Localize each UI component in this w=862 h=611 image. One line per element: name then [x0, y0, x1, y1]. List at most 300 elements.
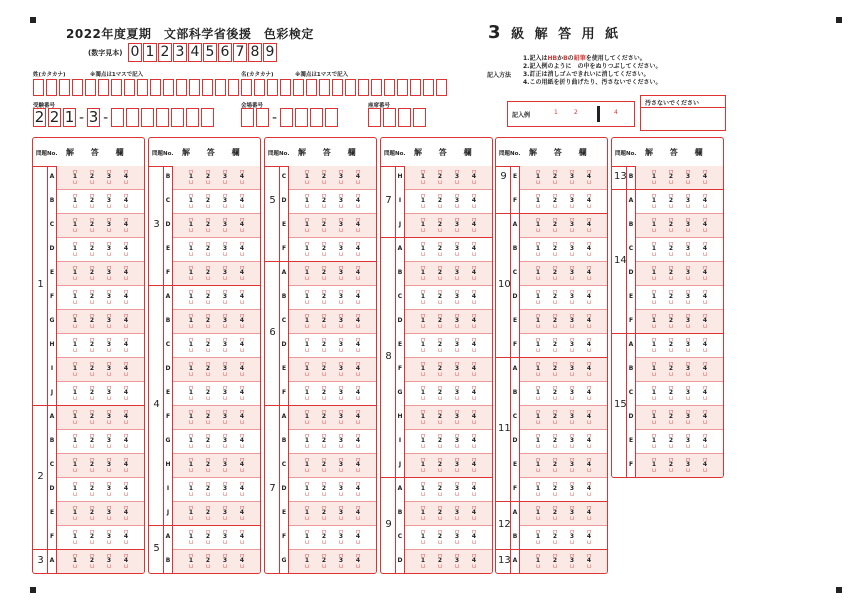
answer-row[interactable] — [149, 502, 260, 526]
choice-cell[interactable] — [405, 334, 492, 358]
choice-bubble[interactable]: ┌┐ 1 └┘ — [71, 192, 79, 211]
choice-bubble[interactable]: ┌┐ 2 └┘ — [551, 384, 559, 403]
choice-bubble[interactable]: ┌┐ 4 └┘ — [238, 216, 246, 235]
choice-bubble[interactable]: ┌┐ 4 └┘ — [238, 552, 246, 571]
digit-box[interactable] — [398, 108, 411, 127]
choice-bubble[interactable]: ┌┐ 2 └┘ — [88, 312, 96, 331]
choice-bubble[interactable]: ┌┐ 3 └┘ — [453, 360, 461, 379]
char-box[interactable] — [124, 79, 135, 96]
choice-bubble[interactable]: ┌┐ 3 └┘ — [684, 432, 692, 451]
choice-cell[interactable] — [173, 526, 260, 550]
choice-bubble[interactable]: ┌┐ 1 └┘ — [534, 168, 542, 187]
choice-bubble[interactable]: ┌┐ 3 └┘ — [568, 336, 576, 355]
choice-cell[interactable] — [57, 502, 144, 526]
choice-bubble[interactable]: ┌┐ 3 └┘ — [337, 336, 345, 355]
choice-bubble[interactable]: ┌┐ 3 └┘ — [684, 408, 692, 427]
choice-bubble[interactable]: ┌┐ 1 └┘ — [534, 216, 542, 235]
char-box[interactable] — [280, 79, 291, 96]
choice-bubble[interactable]: ┌┐ 2 └┘ — [320, 504, 328, 523]
choice-bubble[interactable]: ┌┐ 4 └┘ — [238, 456, 246, 475]
char-box[interactable] — [423, 79, 434, 96]
choice-cell[interactable] — [289, 262, 376, 286]
choice-cell[interactable] — [636, 358, 723, 382]
choice-bubble[interactable]: ┌┐ 2 └┘ — [204, 480, 212, 499]
choice-bubble[interactable]: ┌┐ 3 └┘ — [453, 528, 461, 547]
choice-bubble[interactable]: ┌┐ 2 └┘ — [320, 528, 328, 547]
answer-row[interactable] — [265, 406, 376, 430]
choice-bubble[interactable]: ┌┐ 3 └┘ — [337, 456, 345, 475]
answer-row[interactable] — [612, 214, 723, 238]
choice-cell[interactable] — [57, 550, 144, 574]
choice-bubble[interactable]: ┌┐ 1 └┘ — [534, 432, 542, 451]
choice-bubble[interactable]: ┌┐ 2 └┘ — [436, 168, 444, 187]
answer-row[interactable] — [612, 406, 723, 430]
choice-bubble[interactable]: ┌┐ 1 └┘ — [187, 384, 195, 403]
choice-bubble[interactable]: ┌┐ 2 └┘ — [667, 384, 675, 403]
choice-cell[interactable] — [173, 478, 260, 502]
choice-bubble[interactable]: ┌┐ 4 └┘ — [354, 336, 362, 355]
choice-bubble[interactable]: ┌┐ 4 └┘ — [354, 360, 362, 379]
choice-bubble[interactable]: ┌┐ 2 └┘ — [436, 240, 444, 259]
choice-cell[interactable] — [57, 214, 144, 238]
choice-bubble[interactable]: ┌┐ 2 └┘ — [667, 456, 675, 475]
choice-bubble[interactable]: ┌┐ 4 └┘ — [122, 480, 130, 499]
choice-bubble[interactable]: ┌┐ 2 └┘ — [88, 432, 96, 451]
choice-bubble[interactable]: ┌┐ 4 └┘ — [354, 264, 362, 283]
choice-cell[interactable] — [173, 190, 260, 214]
choice-bubble[interactable]: ┌┐ 4 └┘ — [122, 528, 130, 547]
choice-bubble[interactable]: ┌┐ 4 └┘ — [470, 552, 478, 571]
choice-bubble[interactable]: ┌┐ 4 └┘ — [122, 288, 130, 307]
answer-row[interactable] — [33, 550, 144, 574]
choice-cell[interactable] — [636, 382, 723, 406]
choice-bubble[interactable]: ┌┐ 2 └┘ — [436, 192, 444, 211]
answer-row[interactable] — [265, 526, 376, 550]
choice-bubble[interactable]: ┌┐ 3 └┘ — [453, 240, 461, 259]
answer-row[interactable] — [381, 166, 492, 190]
choice-bubble[interactable]: ┌┐ 3 └┘ — [221, 432, 229, 451]
choice-bubble[interactable]: ┌┐ 4 └┘ — [470, 456, 478, 475]
answer-row[interactable] — [265, 478, 376, 502]
choice-bubble[interactable]: ┌┐ 1 └┘ — [187, 456, 195, 475]
choice-cell[interactable] — [289, 382, 376, 406]
choice-cell[interactable] — [405, 406, 492, 430]
choice-bubble[interactable]: ┌┐ 3 └┘ — [568, 240, 576, 259]
choice-bubble[interactable]: ┌┐ 3 └┘ — [221, 264, 229, 283]
choice-bubble[interactable]: ┌┐ 1 └┘ — [303, 192, 311, 211]
digit-box[interactable] — [241, 108, 254, 127]
choice-bubble[interactable]: ┌┐ 1 └┘ — [71, 432, 79, 451]
choice-cell[interactable] — [57, 526, 144, 550]
choice-cell[interactable] — [405, 502, 492, 526]
choice-bubble[interactable]: ┌┐ 4 └┘ — [354, 240, 362, 259]
choice-bubble[interactable]: ┌┐ 4 └┘ — [701, 216, 709, 235]
choice-bubble[interactable]: ┌┐ 2 └┘ — [551, 552, 559, 571]
digit-box[interactable] — [171, 108, 184, 127]
answer-row[interactable] — [496, 406, 607, 430]
choice-bubble[interactable]: ┌┐ 3 └┘ — [453, 432, 461, 451]
choice-bubble[interactable]: ┌┐ 3 └┘ — [684, 360, 692, 379]
choice-cell[interactable] — [57, 190, 144, 214]
choice-cell[interactable] — [405, 310, 492, 334]
char-box[interactable] — [111, 79, 122, 96]
choice-bubble[interactable]: ┌┐ 2 └┘ — [551, 480, 559, 499]
choice-bubble[interactable]: ┌┐ 3 └┘ — [337, 408, 345, 427]
choice-bubble[interactable]: ┌┐ 2 └┘ — [667, 192, 675, 211]
choice-bubble[interactable]: ┌┐ 4 └┘ — [122, 432, 130, 451]
choice-bubble[interactable]: ┌┐ 3 └┘ — [568, 480, 576, 499]
choice-bubble[interactable]: ┌┐ 3 └┘ — [105, 312, 113, 331]
choice-bubble[interactable]: ┌┐ 4 └┘ — [470, 384, 478, 403]
choice-bubble[interactable]: ┌┐ 2 └┘ — [551, 456, 559, 475]
choice-bubble[interactable]: ┌┐ 4 └┘ — [470, 216, 478, 235]
choice-bubble[interactable]: ┌┐ 2 └┘ — [88, 408, 96, 427]
char-box[interactable] — [98, 79, 109, 96]
choice-bubble[interactable]: ┌┐ 2 └┘ — [204, 264, 212, 283]
choice-cell[interactable] — [289, 406, 376, 430]
choice-cell[interactable] — [289, 238, 376, 262]
choice-bubble[interactable]: ┌┐ 4 └┘ — [701, 384, 709, 403]
choice-bubble[interactable]: ┌┐ 1 └┘ — [71, 336, 79, 355]
choice-bubble[interactable]: ┌┐ 2 └┘ — [320, 192, 328, 211]
choice-bubble[interactable]: ┌┐ 4 └┘ — [585, 384, 593, 403]
digit-box[interactable]: 3 — [88, 108, 99, 126]
choice-bubble[interactable]: ┌┐ 4 └┘ — [238, 360, 246, 379]
choice-bubble[interactable]: ┌┐ 1 └┘ — [187, 552, 195, 571]
choice-bubble[interactable]: ┌┐ 3 └┘ — [221, 240, 229, 259]
choice-bubble[interactable]: ┌┐ 2 └┘ — [204, 552, 212, 571]
choice-cell[interactable] — [520, 430, 607, 454]
choice-bubble[interactable]: ┌┐ 2 └┘ — [204, 288, 212, 307]
choice-bubble[interactable]: ┌┐ 2 └┘ — [204, 192, 212, 211]
choice-bubble[interactable]: ┌┐ 1 └┘ — [650, 288, 658, 307]
choice-bubble[interactable]: ┌┐ 2 └┘ — [320, 264, 328, 283]
choice-cell[interactable] — [520, 310, 607, 334]
char-box[interactable] — [358, 79, 369, 96]
choice-cell[interactable] — [57, 478, 144, 502]
answer-row[interactable] — [149, 310, 260, 334]
choice-bubble[interactable]: ┌┐ 3 └┘ — [337, 360, 345, 379]
char-box[interactable] — [72, 79, 83, 96]
choice-bubble[interactable]: ┌┐ 1 └┘ — [71, 216, 79, 235]
choice-bubble[interactable]: ┌┐ 4 └┘ — [238, 480, 246, 499]
choice-bubble[interactable]: ┌┐ 4 └┘ — [585, 552, 593, 571]
choice-bubble[interactable]: ┌┐ 3 └┘ — [105, 360, 113, 379]
choice-bubble[interactable]: ┌┐ 1 └┘ — [419, 552, 427, 571]
choice-cell[interactable] — [173, 502, 260, 526]
digit-box[interactable] — [295, 108, 308, 127]
answer-row[interactable] — [33, 238, 144, 262]
choice-bubble[interactable]: ┌┐ 4 └┘ — [354, 216, 362, 235]
answer-row[interactable] — [265, 334, 376, 358]
char-box[interactable] — [85, 79, 96, 96]
choice-bubble[interactable]: ┌┐ 1 └┘ — [534, 192, 542, 211]
char-box[interactable] — [345, 79, 356, 96]
choice-cell[interactable] — [57, 430, 144, 454]
choice-bubble[interactable]: ┌┐ 2 └┘ — [667, 432, 675, 451]
choice-cell[interactable] — [57, 310, 144, 334]
answer-row[interactable] — [265, 358, 376, 382]
choice-bubble[interactable]: ┌┐ 1 └┘ — [650, 168, 658, 187]
choice-bubble[interactable]: ┌┐ 3 └┘ — [221, 384, 229, 403]
choice-bubble[interactable]: ┌┐ 1 └┘ — [303, 216, 311, 235]
choice-cell[interactable] — [289, 214, 376, 238]
choice-bubble[interactable]: ┌┐ 1 └┘ — [303, 312, 311, 331]
choice-bubble[interactable]: ┌┐ 1 └┘ — [71, 360, 79, 379]
choice-cell[interactable] — [636, 166, 723, 190]
choice-bubble[interactable]: ┌┐ 2 └┘ — [320, 336, 328, 355]
answer-row[interactable] — [149, 166, 260, 190]
choice-bubble[interactable]: ┌┐ 1 └┘ — [650, 360, 658, 379]
choice-bubble[interactable]: ┌┐ 2 └┘ — [320, 456, 328, 475]
choice-bubble[interactable]: ┌┐ 2 └┘ — [320, 384, 328, 403]
digit-box[interactable] — [111, 108, 124, 127]
choice-bubble[interactable]: ┌┐ 3 └┘ — [568, 432, 576, 451]
choice-bubble[interactable]: ┌┐ 1 └┘ — [534, 408, 542, 427]
choice-bubble[interactable]: ┌┐ 4 └┘ — [122, 264, 130, 283]
choice-bubble[interactable]: ┌┐ 2 └┘ — [551, 288, 559, 307]
choice-cell[interactable] — [173, 550, 260, 574]
answer-row[interactable] — [149, 238, 260, 262]
answer-row[interactable] — [496, 190, 607, 214]
answer-row[interactable] — [33, 334, 144, 358]
answer-row[interactable] — [265, 166, 376, 190]
choice-bubble[interactable]: ┌┐ 2 └┘ — [667, 264, 675, 283]
choice-bubble[interactable]: ┌┐ 3 └┘ — [684, 312, 692, 331]
choice-bubble[interactable]: ┌┐ 3 └┘ — [568, 360, 576, 379]
choice-bubble[interactable]: ┌┐ 2 └┘ — [320, 360, 328, 379]
choice-bubble[interactable]: ┌┐ 1 └┘ — [187, 168, 195, 187]
digit-box[interactable] — [256, 108, 269, 127]
choice-bubble[interactable]: ┌┐ 3 └┘ — [221, 456, 229, 475]
choice-bubble[interactable]: ┌┐ 1 └┘ — [71, 384, 79, 403]
char-box[interactable] — [176, 79, 187, 96]
choice-bubble[interactable]: ┌┐ 4 └┘ — [122, 504, 130, 523]
choice-bubble[interactable]: ┌┐ 4 └┘ — [238, 288, 246, 307]
choice-cell[interactable] — [173, 454, 260, 478]
char-box[interactable] — [228, 79, 239, 96]
choice-bubble[interactable]: ┌┐ 1 └┘ — [534, 240, 542, 259]
answer-row[interactable] — [265, 214, 376, 238]
answer-row[interactable] — [381, 478, 492, 502]
choice-bubble[interactable]: ┌┐ 1 └┘ — [419, 432, 427, 451]
choice-bubble[interactable]: ┌┐ 3 └┘ — [453, 408, 461, 427]
choice-bubble[interactable]: ┌┐ 3 └┘ — [337, 528, 345, 547]
choice-bubble[interactable]: ┌┐ 4 └┘ — [354, 312, 362, 331]
choice-bubble[interactable]: ┌┐ 4 └┘ — [238, 312, 246, 331]
answer-row[interactable] — [149, 358, 260, 382]
choice-bubble[interactable]: ┌┐ 2 └┘ — [88, 384, 96, 403]
choice-cell[interactable] — [520, 166, 607, 190]
digit-box[interactable] — [156, 108, 169, 127]
exam-number-field[interactable] — [33, 108, 214, 127]
choice-bubble[interactable]: ┌┐ 1 └┘ — [534, 384, 542, 403]
choice-bubble[interactable]: ┌┐ 3 └┘ — [684, 192, 692, 211]
choice-cell[interactable] — [173, 214, 260, 238]
choice-bubble[interactable]: ┌┐ 3 └┘ — [105, 240, 113, 259]
choice-cell[interactable] — [289, 550, 376, 574]
choice-bubble[interactable]: ┌┐ 1 └┘ — [71, 504, 79, 523]
choice-cell[interactable] — [57, 262, 144, 286]
choice-bubble[interactable]: ┌┐ 4 └┘ — [122, 216, 130, 235]
answer-row[interactable] — [265, 190, 376, 214]
choice-bubble[interactable]: ┌┐ 4 └┘ — [585, 216, 593, 235]
choice-cell[interactable] — [289, 526, 376, 550]
choice-bubble[interactable]: ┌┐ 4 └┘ — [238, 408, 246, 427]
choice-cell[interactable] — [520, 550, 607, 574]
choice-bubble[interactable]: ┌┐ 3 └┘ — [568, 384, 576, 403]
choice-bubble[interactable]: ┌┐ 1 └┘ — [419, 456, 427, 475]
char-box[interactable] — [397, 79, 408, 96]
answer-row[interactable] — [496, 502, 607, 526]
choice-bubble[interactable]: ┌┐ 1 └┘ — [303, 240, 311, 259]
choice-cell[interactable] — [173, 382, 260, 406]
choice-bubble[interactable]: ┌┐ 3 └┘ — [221, 168, 229, 187]
choice-bubble[interactable]: ┌┐ 3 └┘ — [105, 384, 113, 403]
choice-bubble[interactable]: ┌┐ 3 └┘ — [221, 408, 229, 427]
choice-cell[interactable] — [405, 262, 492, 286]
char-box[interactable] — [293, 79, 304, 96]
choice-bubble[interactable]: ┌┐ 4 └┘ — [585, 504, 593, 523]
choice-bubble[interactable]: ┌┐ 4 └┘ — [122, 456, 130, 475]
answer-row[interactable] — [612, 334, 723, 358]
answer-row[interactable] — [33, 214, 144, 238]
choice-bubble[interactable]: ┌┐ 2 └┘ — [88, 264, 96, 283]
char-box[interactable] — [137, 79, 148, 96]
choice-bubble[interactable]: ┌┐ 1 └┘ — [303, 528, 311, 547]
char-box[interactable] — [189, 79, 200, 96]
char-box[interactable] — [33, 79, 44, 96]
digit-box[interactable] — [201, 108, 214, 127]
choice-bubble[interactable]: ┌┐ 4 └┘ — [354, 528, 362, 547]
choice-bubble[interactable]: ┌┐ 4 └┘ — [585, 360, 593, 379]
choice-bubble[interactable]: ┌┐ 1 └┘ — [419, 288, 427, 307]
answer-row[interactable] — [149, 190, 260, 214]
choice-cell[interactable] — [636, 310, 723, 334]
answer-row[interactable] — [612, 262, 723, 286]
answer-row[interactable] — [612, 430, 723, 454]
choice-bubble[interactable]: ┌┐ 4 └┘ — [470, 480, 478, 499]
answer-row[interactable] — [33, 478, 144, 502]
surname-field[interactable] — [33, 79, 239, 96]
answer-row[interactable] — [33, 382, 144, 406]
choice-bubble[interactable]: ┌┐ 1 └┘ — [303, 504, 311, 523]
choice-bubble[interactable]: ┌┐ 2 └┘ — [204, 360, 212, 379]
answer-row[interactable] — [496, 310, 607, 334]
choice-bubble[interactable]: ┌┐ 4 └┘ — [354, 504, 362, 523]
choice-bubble[interactable]: ┌┐ 1 └┘ — [419, 312, 427, 331]
choice-bubble[interactable]: ┌┐ 2 └┘ — [320, 288, 328, 307]
choice-bubble[interactable]: ┌┐ 4 └┘ — [354, 288, 362, 307]
choice-cell[interactable] — [405, 286, 492, 310]
choice-cell[interactable] — [173, 406, 260, 430]
answer-row[interactable] — [381, 334, 492, 358]
char-box[interactable] — [371, 79, 382, 96]
choice-bubble[interactable]: ┌┐ 1 └┘ — [187, 360, 195, 379]
choice-bubble[interactable]: ┌┐ 3 └┘ — [221, 288, 229, 307]
choice-bubble[interactable]: ┌┐ 3 └┘ — [105, 168, 113, 187]
choice-bubble[interactable]: ┌┐ 2 └┘ — [204, 504, 212, 523]
choice-bubble[interactable]: ┌┐ 1 └┘ — [534, 552, 542, 571]
choice-bubble[interactable]: ┌┐ 2 └┘ — [551, 528, 559, 547]
choice-bubble[interactable]: ┌┐ 3 └┘ — [105, 288, 113, 307]
answer-row[interactable] — [381, 358, 492, 382]
answer-row[interactable] — [149, 286, 260, 310]
choice-bubble[interactable]: ┌┐ 4 └┘ — [238, 192, 246, 211]
choice-bubble[interactable]: ┌┐ 1 └┘ — [419, 504, 427, 523]
choice-bubble[interactable]: ┌┐ 3 └┘ — [105, 192, 113, 211]
answer-row[interactable] — [149, 454, 260, 478]
choice-bubble[interactable]: ┌┐ 1 └┘ — [303, 456, 311, 475]
choice-bubble[interactable]: ┌┐ 2 └┘ — [88, 336, 96, 355]
answer-row[interactable] — [33, 430, 144, 454]
choice-bubble[interactable]: ┌┐ 3 └┘ — [337, 216, 345, 235]
choice-cell[interactable] — [520, 214, 607, 238]
char-box[interactable] — [46, 79, 57, 96]
choice-bubble[interactable]: ┌┐ 1 └┘ — [419, 240, 427, 259]
choice-cell[interactable] — [520, 358, 607, 382]
answer-row[interactable] — [149, 334, 260, 358]
answer-row[interactable] — [496, 382, 607, 406]
choice-bubble[interactable]: ┌┐ 2 └┘ — [436, 360, 444, 379]
choice-bubble[interactable]: ┌┐ 2 └┘ — [88, 168, 96, 187]
answer-row[interactable] — [496, 214, 607, 238]
choice-bubble[interactable]: ┌┐ 2 └┘ — [667, 240, 675, 259]
choice-bubble[interactable]: ┌┐ 1 └┘ — [303, 408, 311, 427]
choice-cell[interactable] — [289, 334, 376, 358]
answer-row[interactable] — [612, 286, 723, 310]
choice-bubble[interactable]: ┌┐ 3 └┘ — [221, 336, 229, 355]
choice-bubble[interactable]: ┌┐ 1 └┘ — [187, 480, 195, 499]
choice-cell[interactable] — [405, 454, 492, 478]
answer-row[interactable] — [612, 166, 723, 190]
choice-cell[interactable] — [405, 166, 492, 190]
digit-box[interactable] — [126, 108, 139, 127]
choice-bubble[interactable]: ┌┐ 1 └┘ — [650, 264, 658, 283]
choice-bubble[interactable]: ┌┐ 1 └┘ — [534, 264, 542, 283]
choice-bubble[interactable]: ┌┐ 1 └┘ — [187, 216, 195, 235]
choice-cell[interactable] — [636, 406, 723, 430]
char-box[interactable] — [202, 79, 213, 96]
answer-row[interactable] — [149, 406, 260, 430]
choice-bubble[interactable]: ┌┐ 2 └┘ — [204, 384, 212, 403]
choice-bubble[interactable]: ┌┐ 1 └┘ — [303, 480, 311, 499]
choice-cell[interactable] — [289, 502, 376, 526]
choice-bubble[interactable]: ┌┐ 3 └┘ — [453, 168, 461, 187]
choice-cell[interactable] — [405, 550, 492, 574]
choice-bubble[interactable]: ┌┐ 4 └┘ — [238, 336, 246, 355]
choice-bubble[interactable]: ┌┐ 3 └┘ — [684, 336, 692, 355]
choice-cell[interactable] — [405, 238, 492, 262]
digit-box[interactable] — [368, 108, 381, 127]
choice-bubble[interactable]: ┌┐ 4 └┘ — [122, 192, 130, 211]
answer-row[interactable] — [265, 382, 376, 406]
choice-bubble[interactable]: ┌┐ 2 └┘ — [88, 456, 96, 475]
choice-bubble[interactable]: ┌┐ 4 └┘ — [585, 336, 593, 355]
choice-cell[interactable] — [636, 214, 723, 238]
answer-row[interactable] — [496, 454, 607, 478]
choice-bubble[interactable]: ┌┐ 2 └┘ — [667, 312, 675, 331]
choice-bubble[interactable]: ┌┐ 2 └┘ — [204, 408, 212, 427]
choice-bubble[interactable]: ┌┐ 1 └┘ — [534, 480, 542, 499]
choice-bubble[interactable]: ┌┐ 2 └┘ — [436, 528, 444, 547]
choice-cell[interactable] — [520, 478, 607, 502]
choice-bubble[interactable]: ┌┐ 3 └┘ — [453, 456, 461, 475]
choice-bubble[interactable]: ┌┐ 2 └┘ — [204, 216, 212, 235]
choice-bubble[interactable]: ┌┐ 4 └┘ — [354, 456, 362, 475]
choice-bubble[interactable]: ┌┐ 1 └┘ — [419, 264, 427, 283]
choice-bubble[interactable]: ┌┐ 3 └┘ — [221, 504, 229, 523]
